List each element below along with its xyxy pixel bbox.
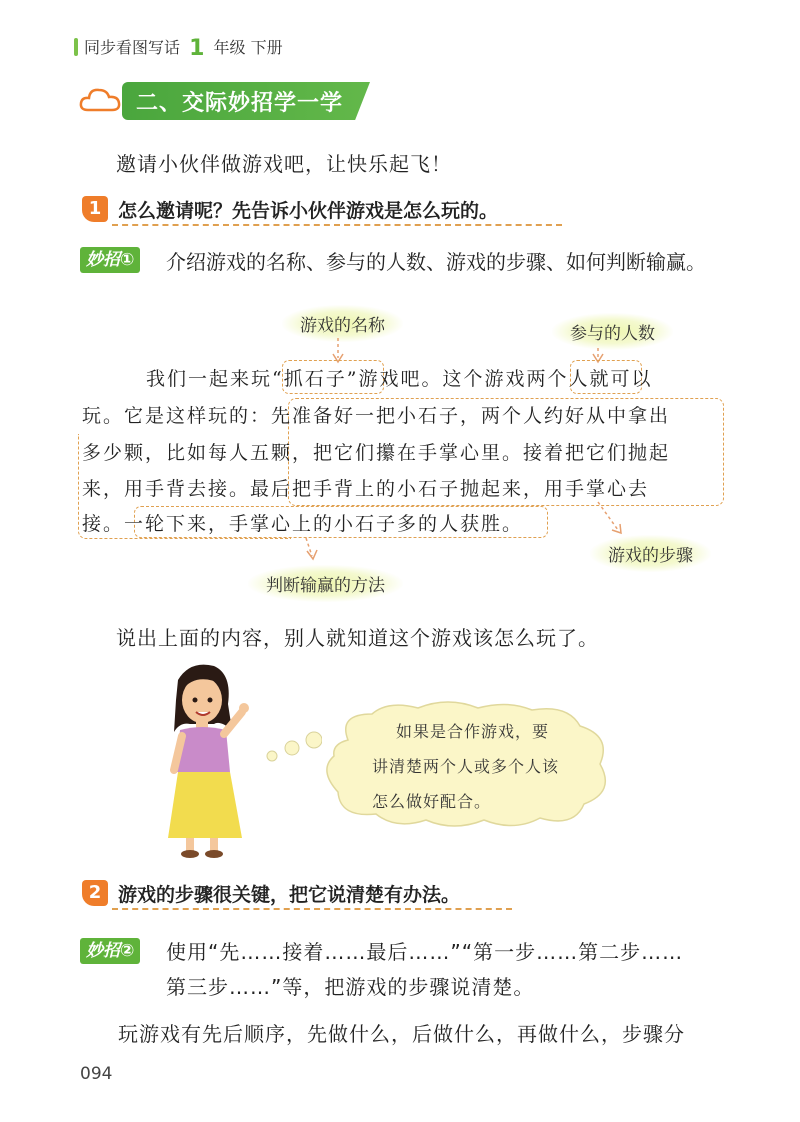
bubble-line-2: 讲清楚两个人或多个人该 — [372, 757, 560, 776]
girl-illustration — [150, 660, 260, 860]
grade-text: 年级 下册 — [213, 38, 283, 57]
example-line-3: 多少颗，比如每人五颗，把它们攥在手掌心里。接着把它们抛起 — [82, 442, 671, 464]
label-judge-method: 判断输赢的方法 — [248, 565, 403, 602]
example-line-2 — [82, 401, 670, 428]
book-title: 同步看图写话 — [84, 38, 181, 57]
question-1-badge: 1 — [82, 196, 108, 222]
label-player-count: 参与的人数 — [552, 313, 673, 350]
example-line-5 — [82, 509, 523, 536]
tip-1-badge: 妙招① — [80, 247, 140, 273]
example-game-name: “抓石子” — [272, 368, 359, 390]
example-line-4: 来，用手背去接。最后把手背上的小石子抛起来，用手掌心去 — [82, 478, 650, 500]
question-2-text: 游戏的步骤很关键，把它说清楚有办法。 — [118, 884, 461, 906]
book-header — [84, 35, 283, 61]
example-line-1 — [146, 364, 653, 391]
tip-2-line-1: 使用“先……接着……最后……”“第一步……第二步…… — [166, 940, 684, 964]
closing-text: 玩游戏有先后顺序，先做什么，后做什么，再做什么，步骤分 — [118, 1022, 685, 1046]
question-1-text: 怎么邀请呢？先告诉小伙伴游戏是怎么玩的。 — [118, 200, 499, 222]
section-intro: 邀请小伙伴做游戏吧，让快乐起飞！ — [116, 152, 452, 176]
example-player-count: 两个人 — [526, 368, 590, 390]
grade-number: 1 — [189, 36, 205, 61]
example-judge-method: 一轮下来，手掌心上的小石子多的人获胜。 — [124, 513, 524, 535]
tip-2-badge: 妙招② — [80, 938, 140, 964]
page-number: 094 — [80, 1064, 113, 1084]
bubble-line-3: 怎么做好配合。 — [372, 792, 492, 811]
label-game-steps: 游戏的步骤 — [590, 535, 711, 572]
example-line-2-a: 玩。它是这样玩的： — [82, 405, 272, 427]
example-line-1-c: 就可以 — [589, 368, 653, 390]
label-game-name: 游戏的名称 — [282, 305, 403, 342]
tip-1-text: 介绍游戏的名称、参与的人数、游戏的步骤、如何判断输赢。 — [166, 250, 706, 274]
example-line-1-a: 我们一起来玩 — [146, 368, 273, 390]
section-title: 二、交际妙招学一学 — [136, 91, 344, 116]
example-line-1-b: 游戏吧。这个游戏 — [358, 368, 527, 390]
explain-text: 说出上面的内容，别人就知道这个游戏该怎么玩了。 — [116, 626, 599, 650]
bubble-line-1: 如果是合作游戏，要 — [396, 722, 550, 741]
tip-2-line-2: 第三步……”等，把游戏的步骤说清楚。 — [166, 975, 535, 999]
example-line-2-b: 先准备好一把小石子，两个人约好从中拿出 — [271, 405, 671, 427]
question-2-underline — [112, 908, 512, 910]
question-1-underline — [112, 224, 562, 226]
cloud-icon — [78, 84, 122, 116]
header-accent-bar — [74, 38, 78, 56]
thought-dots — [262, 730, 322, 770]
question-2-badge: 2 — [82, 880, 108, 906]
example-line-5-a: 接。 — [82, 513, 125, 535]
